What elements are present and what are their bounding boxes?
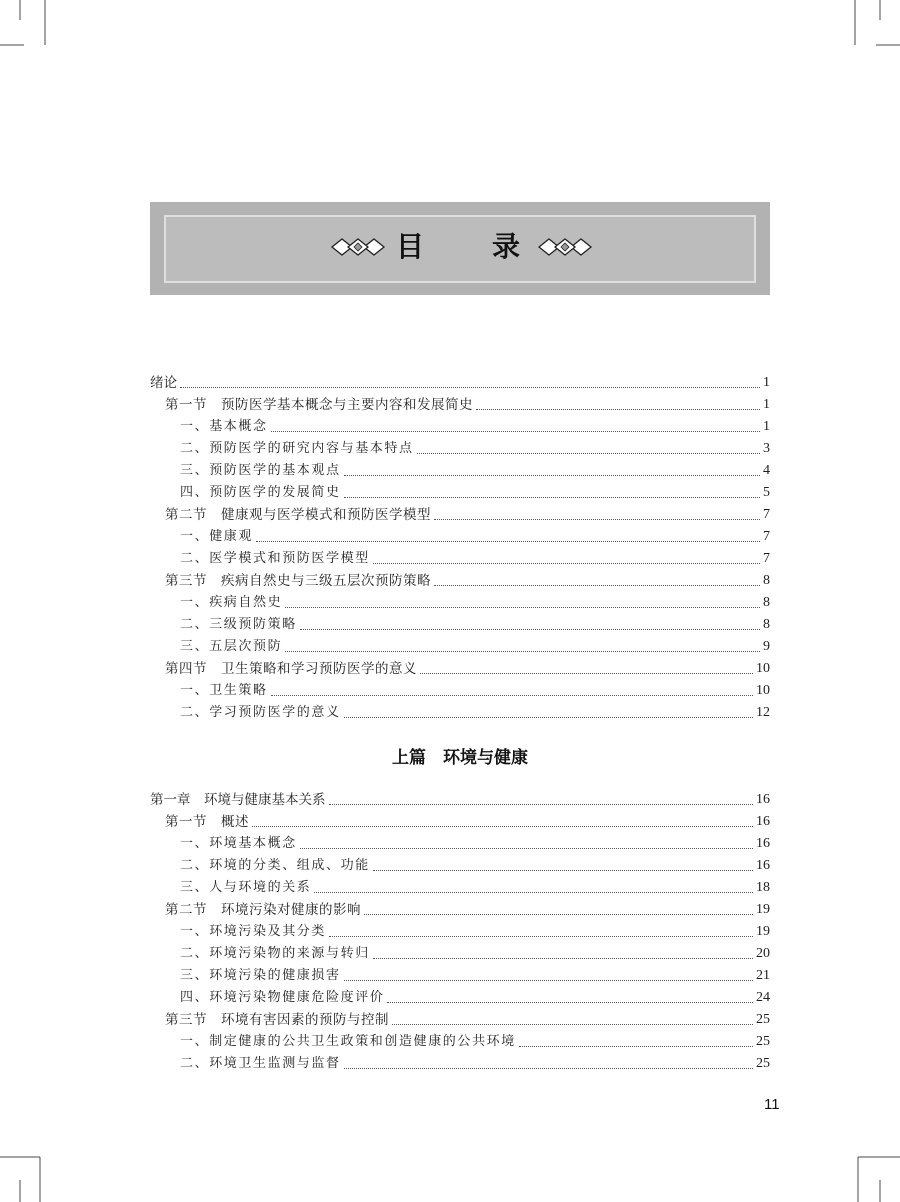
dot-leader [300, 629, 760, 630]
toc-item-entry-title: 一、健康观 [180, 529, 254, 544]
toc-item-entry-title: 二、医学模式和预防医学模型 [180, 551, 370, 566]
dot-leader [271, 431, 760, 432]
toc-item-entry [150, 592, 770, 614]
toc-section-entry [150, 570, 770, 592]
toc-section-entry-title: 第二节 健康观与医学模式和预防医学模型 [165, 507, 431, 523]
toc-item-entry [150, 702, 770, 724]
toc-item-entry-page-number: 20 [756, 946, 770, 961]
dot-leader [271, 695, 753, 696]
toc-part-one-group [150, 789, 770, 1075]
dot-leader [285, 651, 760, 652]
toc-item-entry-page-number: 7 [763, 529, 770, 544]
toc-item-entry-title: 一、环境污染及其分类 [180, 924, 327, 939]
diamond-ornament-icon [537, 237, 593, 257]
toc-item-entry-page-number: 1 [763, 419, 770, 434]
toc-item-entry-page-number: 16 [756, 858, 770, 873]
toc-item-entry-title: 一、基本概念 [180, 419, 268, 434]
toc-item-entry-title: 三、预防医学的基本观点 [180, 463, 341, 478]
toc-item-entry-page-number: 25 [756, 1034, 770, 1049]
toc-item-entry [150, 943, 770, 965]
toc-item-entry-title: 三、五层次预防 [180, 639, 283, 654]
toc-item-entry-page-number: 12 [756, 705, 770, 720]
toc-item-entry-page-number: 24 [756, 990, 770, 1005]
toc-item-entry-title: 四、预防医学的发展简史 [180, 485, 341, 500]
toc-item-entry-page-number: 3 [763, 441, 770, 456]
toc-section-entry-page-number: 25 [756, 1012, 770, 1027]
toc-section-entry-title: 第一节 预防医学基本概念与主要内容和发展简史 [165, 397, 473, 413]
toc-item-entry-title: 一、环境基本概念 [180, 836, 297, 851]
dot-leader [519, 1046, 753, 1047]
toc-item-entry-title: 二、学习预防医学的意义 [180, 705, 341, 720]
dot-leader [373, 563, 760, 564]
toc-item-entry-title: 二、环境的分类、组成、功能 [180, 858, 370, 873]
toc-section-entry-page-number: 1 [763, 397, 770, 412]
toc-item-entry [150, 921, 770, 943]
toc-item-entry-page-number: 4 [763, 463, 770, 478]
dot-leader [344, 980, 753, 981]
dot-leader [329, 936, 753, 937]
dot-leader [344, 717, 753, 718]
dot-leader [344, 475, 760, 476]
part-heading: 上篇 环境与健康 [392, 748, 528, 768]
dot-leader [434, 585, 760, 586]
dot-leader [373, 870, 753, 871]
table-of-contents [150, 372, 770, 1075]
toc-item-entry-page-number: 7 [763, 551, 770, 566]
toc-item-entry [150, 877, 770, 899]
toc-item-entry-page-number: 9 [763, 639, 770, 654]
dot-leader [285, 607, 760, 608]
dot-leader [392, 1024, 753, 1025]
toc-chapter-entry [150, 372, 770, 394]
dot-leader [387, 1002, 753, 1003]
toc-item-entry [150, 1053, 770, 1075]
toc-section-entry-page-number: 16 [756, 814, 770, 829]
toc-item-entry [150, 965, 770, 987]
dot-leader [344, 1068, 753, 1069]
toc-chapter-entry-page-number: 1 [763, 375, 770, 390]
toc-item-entry [150, 1031, 770, 1053]
dot-leader [300, 848, 753, 849]
toc-section-entry [150, 899, 770, 921]
toc-item-entry-page-number: 21 [756, 968, 770, 983]
toc-item-entry [150, 987, 770, 1009]
toc-item-entry-title: 一、卫生策略 [180, 683, 268, 698]
toc-item-entry-page-number: 16 [756, 836, 770, 851]
toc-item-entry-page-number: 10 [756, 683, 770, 698]
toc-item-entry-title: 三、环境污染的健康损害 [180, 968, 341, 983]
toc-section-entry [150, 504, 770, 526]
toc-item-entry-title: 二、预防医学的研究内容与基本特点 [180, 441, 414, 456]
dot-leader [364, 914, 753, 915]
toc-item-entry-page-number: 18 [756, 880, 770, 895]
toc-section-entry-page-number: 8 [763, 573, 770, 588]
dot-leader [252, 826, 753, 827]
toc-item-entry-page-number: 8 [763, 617, 770, 632]
dot-leader [420, 673, 753, 674]
toc-item-entry [150, 636, 770, 658]
toc-section-entry [150, 1009, 770, 1031]
toc-item-entry-page-number: 8 [763, 595, 770, 610]
toc-title-banner [150, 202, 770, 295]
toc-item-entry-title: 一、制定健康的公共卫生政策和创造健康的公共环境 [180, 1034, 516, 1049]
toc-chapter-entry-title: 绪论 [150, 375, 177, 391]
page-number: 11 [764, 1096, 780, 1113]
toc-section-entry [150, 811, 770, 833]
toc-item-entry-page-number: 25 [756, 1056, 770, 1071]
toc-item-entry [150, 548, 770, 570]
toc-section-entry-title: 第三节 疾病自然史与三级五层次预防策略 [165, 573, 431, 589]
dot-leader [180, 387, 760, 388]
toc-item-entry-title: 二、三级预防策略 [180, 617, 297, 632]
toc-chapter-entry [150, 789, 770, 811]
toc-section-entry-page-number: 7 [763, 507, 770, 522]
toc-item-entry-title: 三、人与环境的关系 [180, 880, 312, 895]
toc-item-entry [150, 526, 770, 548]
toc-item-entry-page-number: 19 [756, 924, 770, 939]
toc-section-entry-title: 第二节 环境污染对健康的影响 [165, 902, 361, 918]
toc-section-entry [150, 658, 770, 680]
toc-section-entry [150, 394, 770, 416]
toc-item-entry [150, 680, 770, 702]
dot-leader [344, 497, 760, 498]
toc-item-entry-page-number: 5 [763, 485, 770, 500]
dot-leader [417, 453, 760, 454]
toc-item-entry [150, 855, 770, 877]
toc-section-entry-page-number: 10 [756, 661, 770, 676]
dot-leader [314, 892, 753, 893]
toc-item-entry [150, 438, 770, 460]
dot-leader [373, 958, 753, 959]
toc-item-entry [150, 833, 770, 855]
toc-section-entry-title: 第三节 环境有害因素的预防与控制 [165, 1012, 389, 1028]
dot-leader [434, 519, 760, 520]
toc-section-entry-title: 第一节 概述 [165, 814, 249, 830]
toc-item-entry-title: 四、环境污染物健康危险度评价 [180, 990, 385, 1005]
toc-section-entry-title: 第四节 卫生策略和学习预防医学的意义 [165, 661, 417, 677]
toc-chapter-entry-page-number: 16 [756, 792, 770, 807]
page-title: 目 录 [395, 230, 524, 263]
toc-item-entry [150, 460, 770, 482]
dot-leader [329, 804, 754, 805]
toc-item-entry [150, 482, 770, 504]
dot-leader [476, 409, 760, 410]
toc-item-entry [150, 614, 770, 636]
toc-item-entry-title: 二、环境污染物的来源与转归 [180, 946, 370, 961]
toc-intro-group [150, 372, 770, 724]
toc-item-entry-title: 一、疾病自然史 [180, 595, 283, 610]
toc-section-entry-page-number: 19 [756, 902, 770, 917]
toc-item-entry-title: 二、环境卫生监测与监督 [180, 1056, 341, 1071]
toc-chapter-entry-title: 第一章 环境与健康基本关系 [150, 792, 326, 808]
toc-item-entry [150, 416, 770, 438]
dot-leader [256, 541, 760, 542]
